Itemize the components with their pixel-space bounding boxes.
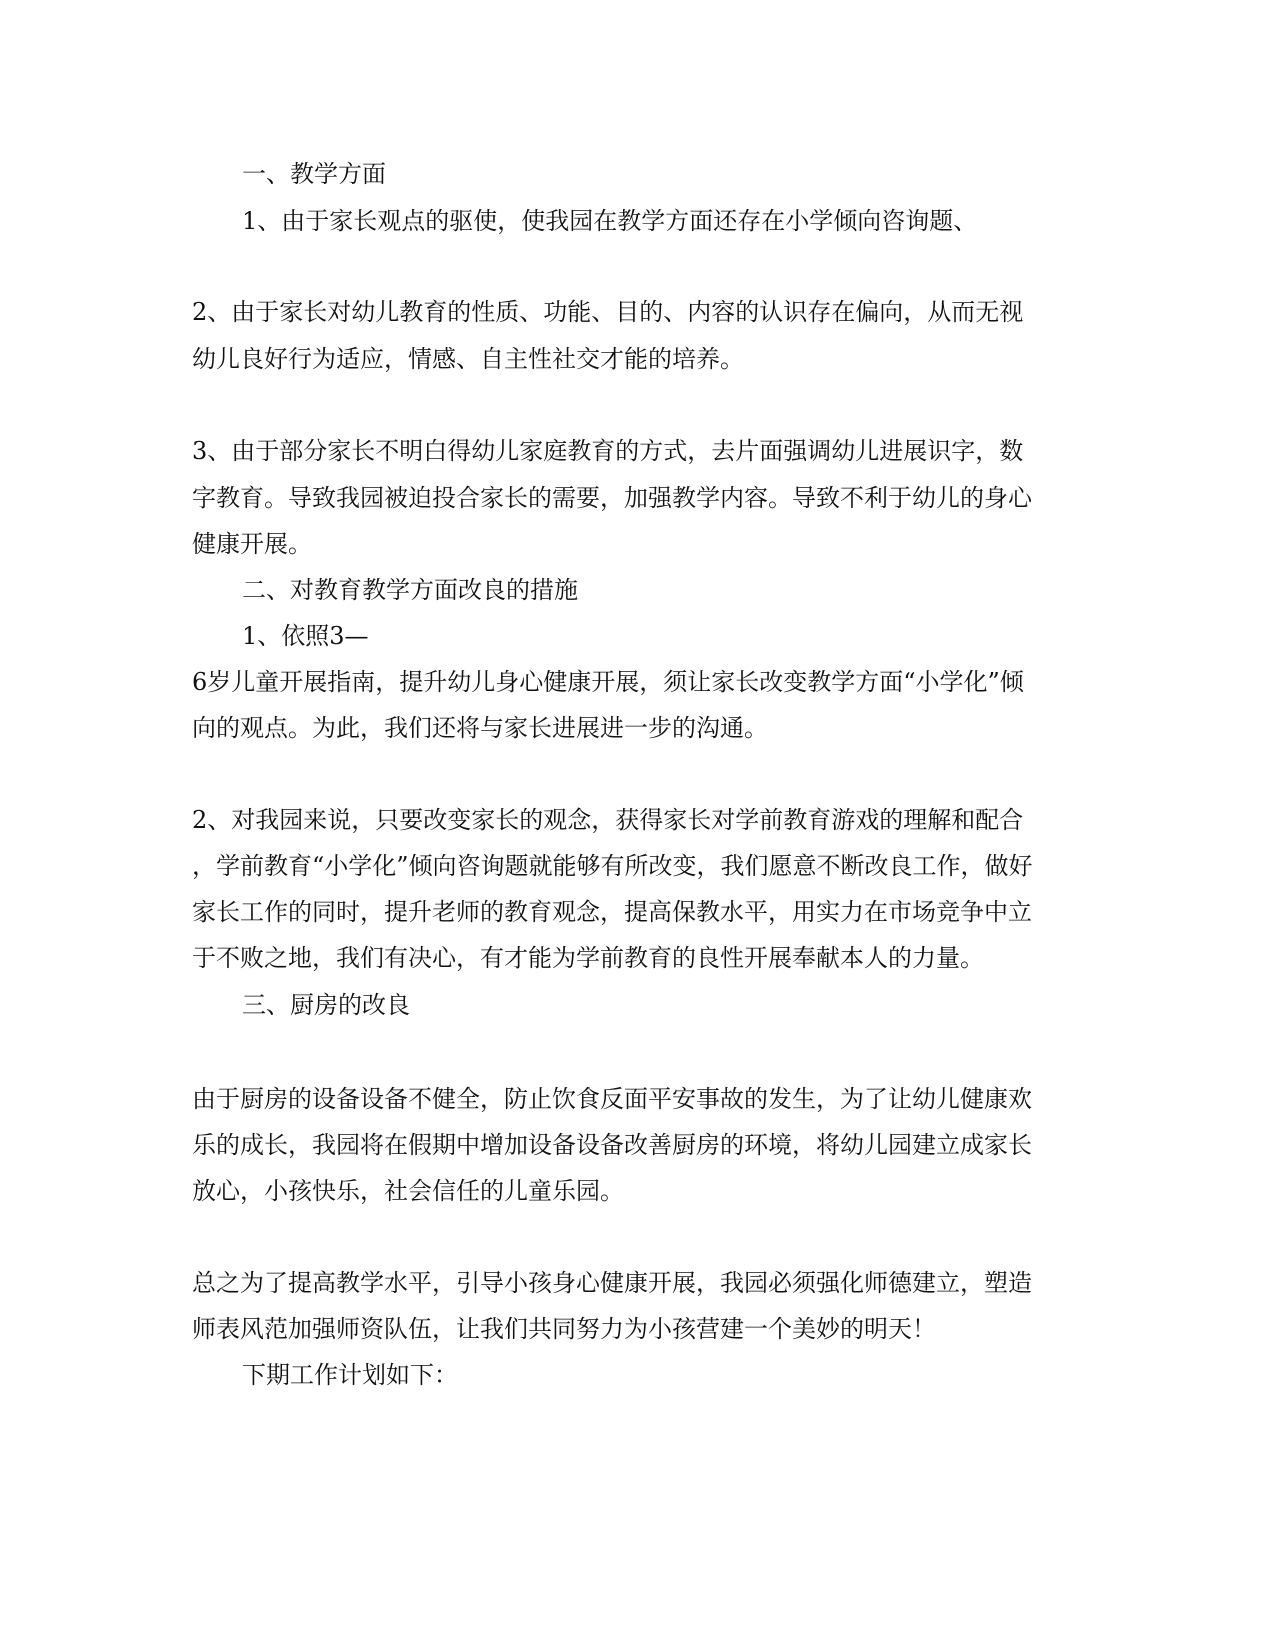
text-line: 6岁儿童开展指南，提升幼儿身心健康开展，须让家长改变教学方面“小学化”倾 bbox=[192, 668, 1024, 696]
section-heading-teaching: 一、教学方面 bbox=[242, 160, 386, 188]
text-line: 家长工作的同时，提升老师的教育观念，提高保教水平，用实力在市场竞争中立 bbox=[192, 898, 1032, 926]
text-line: 3、由于部分家长不明白得幼儿家庭教育的方式，去片面强调幼儿进展识字，数 bbox=[192, 437, 1024, 465]
section-heading-kitchen: 三、厨房的改良 bbox=[242, 991, 410, 1019]
text-line: 健康开展。 bbox=[192, 530, 312, 558]
text-line: 1、由于家长观点的驱使，使我园在教学方面还存在小学倾向咨询题、 bbox=[242, 207, 978, 235]
text-line: 乐的成长，我园将在假期中增加设备设备改善厨房的环境，将幼儿园建立成家长 bbox=[192, 1131, 1032, 1159]
text-line: ，学前教育“小学化”倾向咨询题就能够有所改变，我们愿意不断改良工作，做好 bbox=[192, 852, 1033, 880]
text-line-next-plan: 下期工作计划如下： bbox=[242, 1361, 458, 1389]
text-line: 2、对我园来说，只要改变家长的观念，获得家长对学前教育游戏的理解和配合 bbox=[192, 806, 1024, 834]
text-line: 师表风范加强师资队伍，让我们共同努力为小孩营建一个美妙的明天！ bbox=[192, 1315, 936, 1343]
section-heading-measures: 二、对教育教学方面改良的措施 bbox=[242, 576, 578, 604]
text-line: 字教育。导致我园被迫投合家长的需要，加强教学内容。导致不利于幼儿的身心 bbox=[192, 484, 1032, 512]
text-line: 总之为了提高教学水平，引导小孩身心健康开展，我园必须强化师德建立，塑造 bbox=[192, 1269, 1032, 1297]
text-line: 由于厨房的设备设备不健全，防止饮食反面平安事故的发生，为了让幼儿健康欢 bbox=[192, 1085, 1032, 1113]
text-line: 放心，小孩快乐，社会信任的儿童乐园。 bbox=[192, 1177, 624, 1205]
text-line: 2、由于家长对幼儿教育的性质、功能、目的、内容的认识存在偏向，从而无视 bbox=[192, 298, 1024, 326]
text-line: 于不败之地，我们有决心，有才能为学前教育的良性开展奉献本人的力量。 bbox=[192, 944, 984, 972]
text-line: 幼儿良好行为适应，情感、自主性社交才能的培养。 bbox=[192, 345, 744, 373]
text-line: 1、依照3— bbox=[242, 622, 369, 650]
text-line: 向的观点。为此，我们还将与家长进展进一步的沟通。 bbox=[192, 714, 768, 742]
